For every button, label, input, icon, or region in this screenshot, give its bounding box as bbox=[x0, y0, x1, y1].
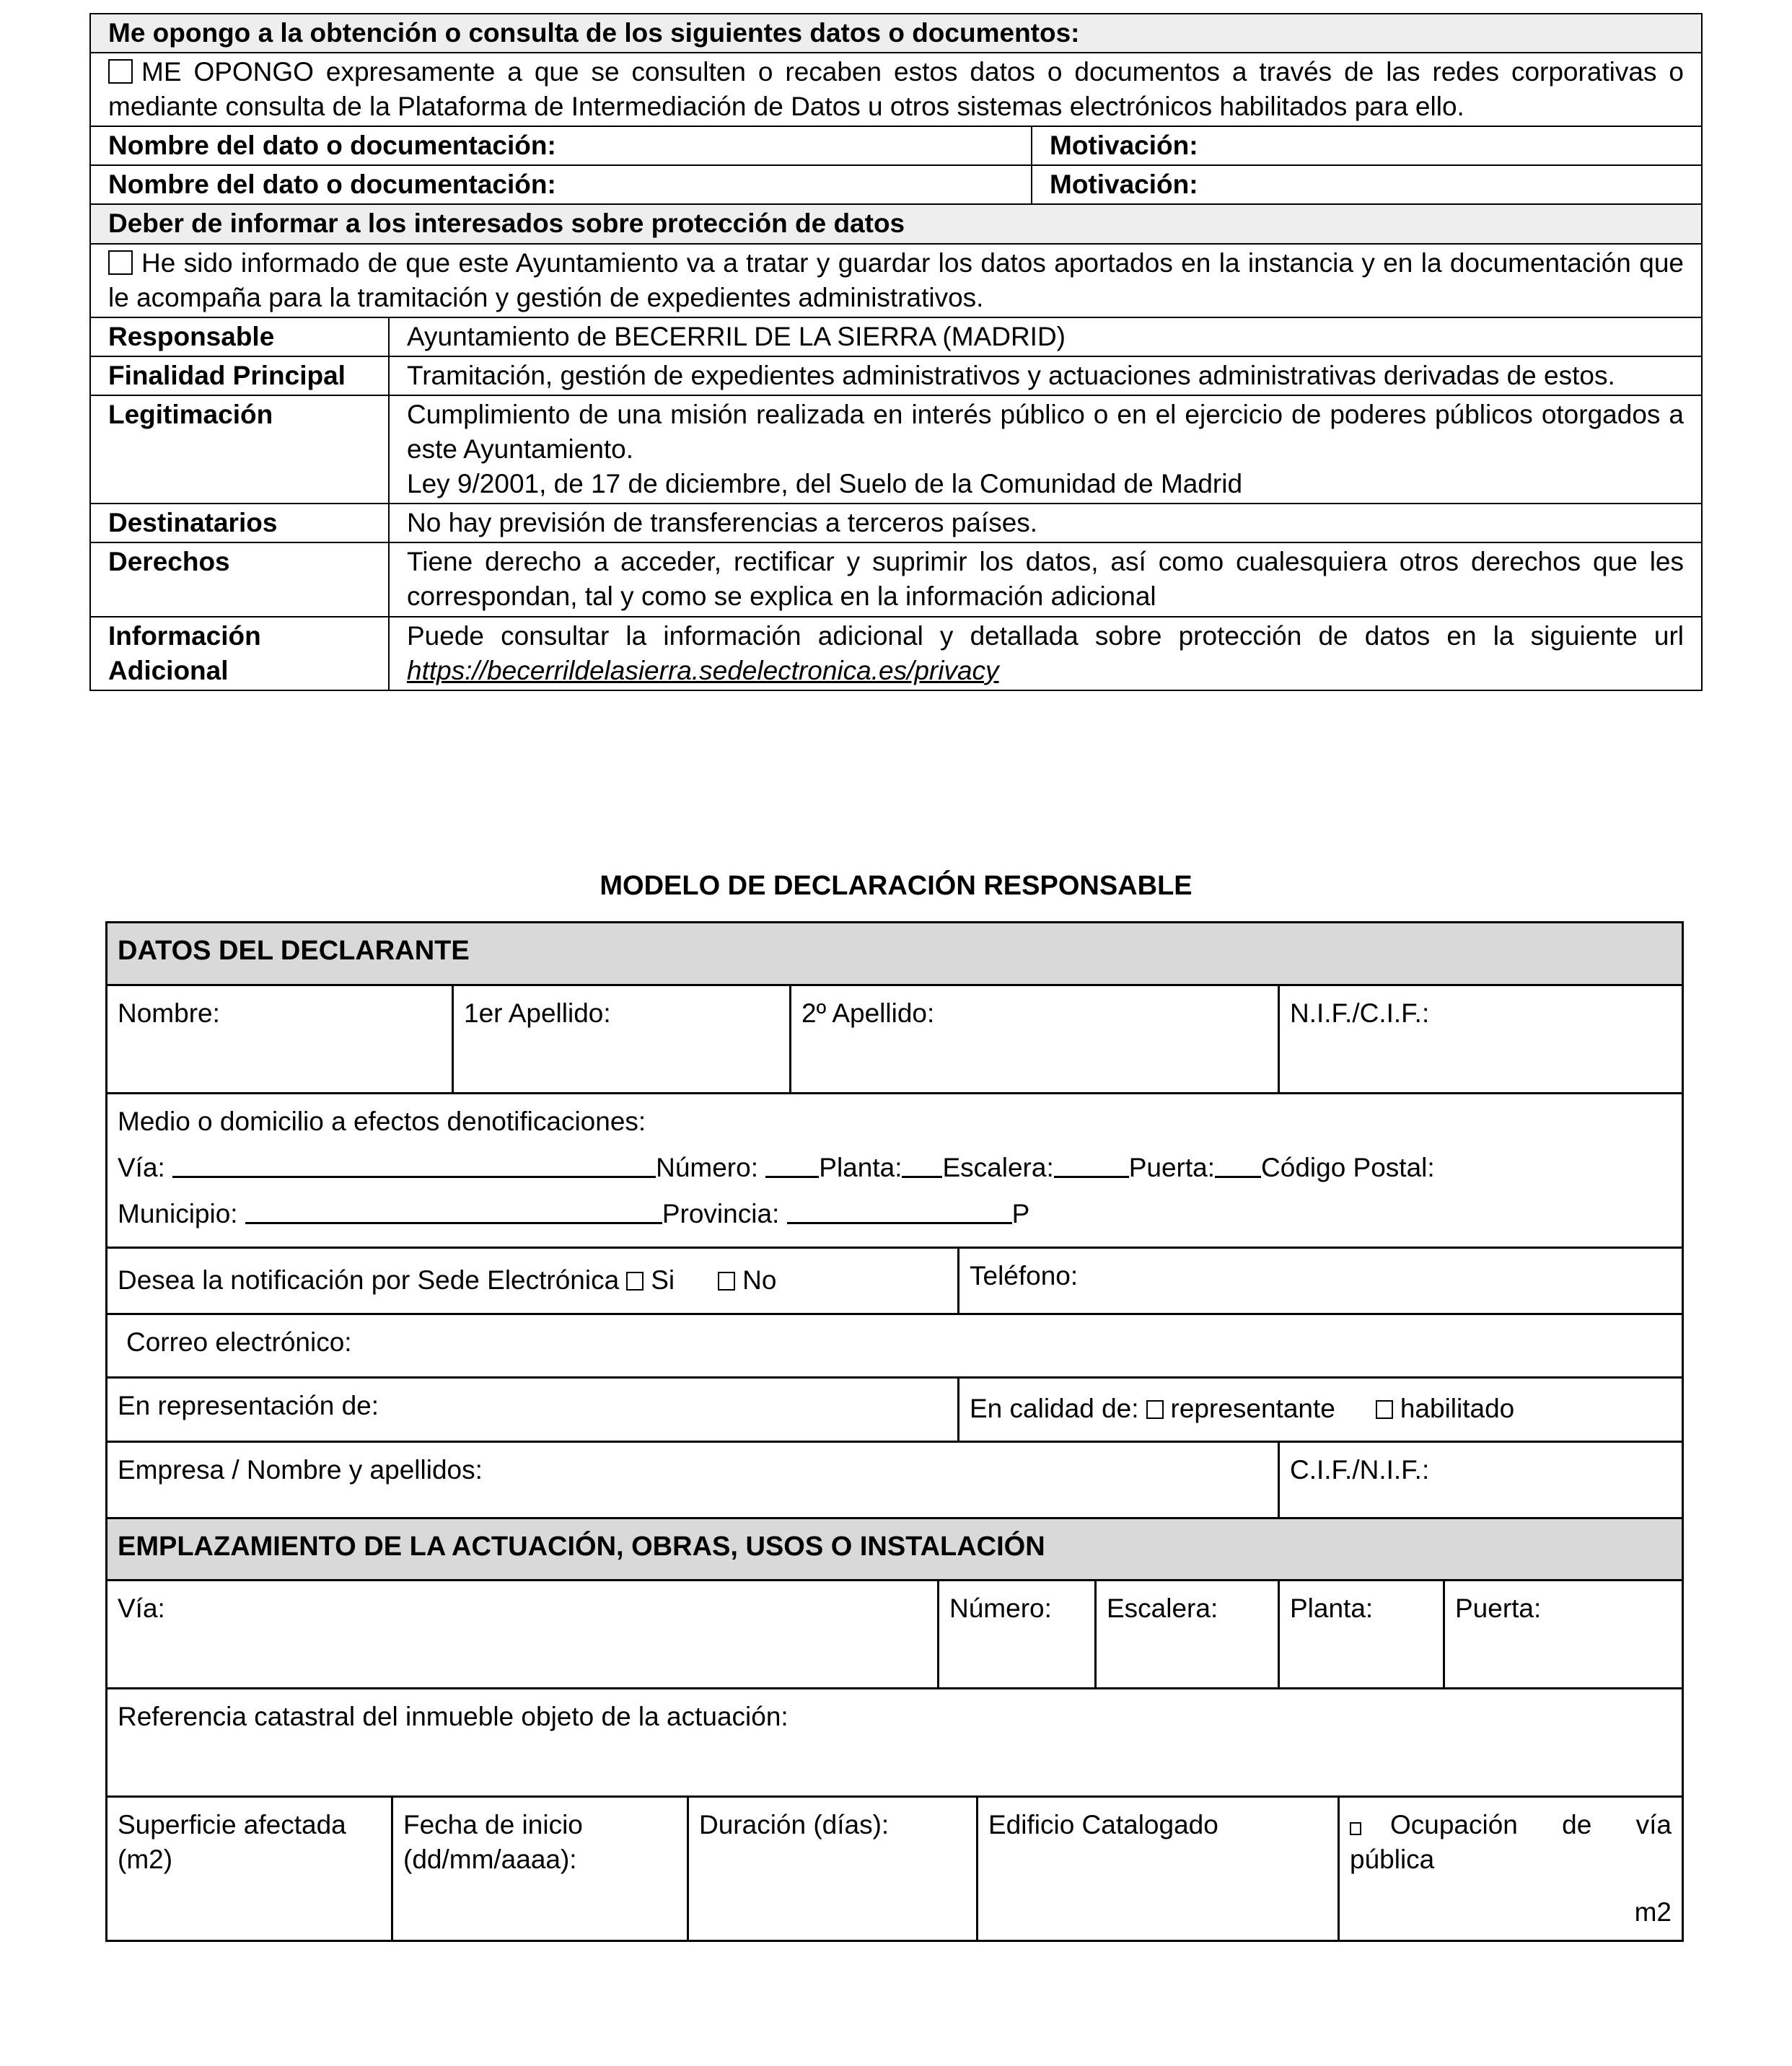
declarante-header: DATOS DEL DECLARANTE bbox=[107, 923, 1682, 984]
finalidad-value: Tramitación, gestión de expedientes administrativos y actuaciones administrativas derivadas de estos. bbox=[388, 357, 1701, 395]
dato-label: Nombre del dato o documentación: bbox=[108, 170, 556, 200]
informado-text: He sido informado de que este Ayuntamiento va a tratar y guardar los datos aportados en la instancia y en la documentación que le acompaña para la tramitación y gestión de expedientes administrativos. bbox=[108, 247, 1684, 312]
motivo-label: Motivación: bbox=[1031, 166, 1701, 203]
opongo-text: ME OPONGO expresamente a que se consulten o recaben estos datos o documentos a través de las redes corporativas o mediante consulta de la Plataforma de Intermediación de Datos u otros sistemas electrónicos habilitados para ello. bbox=[108, 57, 1684, 122]
oposicion-table bbox=[89, 13, 1703, 691]
ocupacion-label: Ocupación de vía pública bbox=[1350, 1810, 1672, 1875]
sede-label: Desea la notificación por Sede Electrónica bbox=[118, 1265, 620, 1295]
municipio-input[interactable] bbox=[245, 1203, 662, 1224]
edificio-field[interactable]: Edificio Catalogado bbox=[976, 1798, 1338, 1940]
destinatarios-label: Destinatarios bbox=[108, 508, 278, 538]
legitimacion-value: Cumplimiento de una misión realizada en interés público o en el ejercicio de poderes públicos otorgados a este Ayuntamiento. bbox=[407, 399, 1684, 465]
cif-field[interactable]: C.I.F./N.I.F.: bbox=[1278, 1443, 1682, 1517]
informado-checkbox[interactable] bbox=[108, 250, 133, 275]
apellido1-field[interactable]: 1er Apellido: bbox=[452, 986, 789, 1092]
info-adicional-value: Puede consultar la información adicional y detallada sobre protección de datos en la siguiente url bbox=[407, 620, 1684, 651]
via-input[interactable] bbox=[172, 1156, 656, 1178]
puerta-input[interactable] bbox=[1215, 1156, 1261, 1178]
planta-label: Planta: bbox=[819, 1153, 902, 1182]
si-label: Si bbox=[651, 1265, 675, 1295]
ocupacion-checkbox[interactable] bbox=[1350, 1822, 1361, 1835]
e-escalera-field[interactable]: Escalera: bbox=[1094, 1581, 1278, 1687]
numero-label: Número: bbox=[656, 1153, 758, 1182]
fecha-field[interactable]: Fecha de inicio (dd/mm/aaaa): bbox=[391, 1798, 687, 1940]
representante-checkbox[interactable] bbox=[1146, 1400, 1164, 1419]
medio-label: Medio o domicilio a efectos denotificaciones: bbox=[118, 1107, 646, 1136]
e-via-field[interactable]: Vía: bbox=[118, 1594, 165, 1623]
e-numero-field[interactable]: Número: bbox=[937, 1581, 1094, 1687]
responsable-label: Responsable bbox=[108, 321, 275, 351]
legitimacion-label: Legitimación bbox=[108, 399, 273, 429]
escalera-input[interactable] bbox=[1054, 1156, 1129, 1178]
calidad-label: En calidad de: bbox=[970, 1394, 1139, 1423]
motivo-label: Motivación: bbox=[1031, 127, 1701, 164]
si-checkbox[interactable] bbox=[626, 1272, 644, 1291]
referencia-field[interactable]: Referencia catastral del inmueble objeto de la actuación: bbox=[118, 1702, 789, 1731]
m2-label: m2 bbox=[1634, 1896, 1672, 1927]
duracion-field[interactable]: Duración (días): bbox=[687, 1798, 976, 1940]
e-puerta-field[interactable]: Puerta: bbox=[1443, 1581, 1682, 1687]
oposicion-header: Me opongo a la obtención o consulta de los siguientes datos o documentos: bbox=[91, 14, 1701, 52]
habilitado-checkbox[interactable] bbox=[1376, 1400, 1393, 1419]
responsable-value: Ayuntamiento de BECERRIL DE LA SIERRA (MADRID) bbox=[388, 318, 1701, 356]
nif-field[interactable]: N.I.F./C.I.F.: bbox=[1278, 986, 1682, 1092]
apellido2-field[interactable]: 2º Apellido: bbox=[789, 986, 1278, 1092]
proteccion-header: Deber de informar a los interesados sobre protección de datos bbox=[91, 205, 1701, 242]
numero-input[interactable] bbox=[765, 1156, 819, 1178]
provincia-label: Provincia: bbox=[662, 1199, 780, 1228]
legitimacion-ley: Ley 9/2001, de 17 de diciembre, del Suelo de la Comunidad de Madrid bbox=[407, 469, 1243, 499]
derechos-value: Tiene derecho a acceder, rectificar y suprimir los datos, así como cualesquiera otros derechos que les correspondan, tal y como se explica en la información adicional bbox=[388, 543, 1701, 615]
empresa-field[interactable]: Empresa / Nombre y apellidos: bbox=[118, 1455, 483, 1485]
modelo-title: MODELO DE DECLARACIÓN RESPONSABLE bbox=[599, 871, 1193, 901]
escalera-label: Escalera: bbox=[942, 1153, 1054, 1182]
declaracion-form bbox=[105, 921, 1684, 1942]
puerta-label: Puerta: bbox=[1128, 1153, 1216, 1182]
municipio-label: Municipio: bbox=[118, 1199, 238, 1228]
dato-label: Nombre del dato o documentación: bbox=[108, 131, 556, 161]
provincia-input[interactable] bbox=[787, 1203, 1012, 1224]
correo-field[interactable]: Correo electrónico: bbox=[126, 1327, 352, 1357]
e-planta-field[interactable]: Planta: bbox=[1278, 1581, 1443, 1687]
no-label: No bbox=[742, 1265, 777, 1295]
planta-input[interactable] bbox=[902, 1156, 942, 1178]
via-label: Vía: bbox=[118, 1153, 165, 1182]
p-label: P bbox=[1011, 1199, 1030, 1228]
cp-label: Código Postal: bbox=[1261, 1153, 1435, 1182]
superficie-field[interactable]: Superficie afectada (m2) bbox=[118, 1810, 346, 1875]
finalidad-label: Finalidad Principal bbox=[108, 360, 346, 390]
emplazamiento-header: EMPLAZAMIENTO DE LA ACTUACIÓN, OBRAS, USOS O INSTALACIÓN bbox=[107, 1519, 1682, 1579]
telefono-field[interactable]: Teléfono: bbox=[957, 1249, 1682, 1313]
representante-label: representante bbox=[1170, 1394, 1335, 1423]
privacy-link[interactable]: https://becerrildelasierra.sedelectronica.es/privacy bbox=[407, 655, 999, 685]
opongo-checkbox[interactable] bbox=[108, 59, 133, 84]
representacion-field[interactable]: En representación de: bbox=[118, 1391, 379, 1420]
habilitado-label: habilitado bbox=[1400, 1394, 1515, 1423]
destinatarios-value: No hay previsión de transferencias a terceros países. bbox=[388, 504, 1701, 542]
info-adicional-label: Información Adicional bbox=[108, 620, 261, 685]
derechos-label: Derechos bbox=[108, 547, 230, 577]
no-checkbox[interactable] bbox=[718, 1272, 735, 1291]
nombre-field[interactable]: Nombre: bbox=[118, 998, 220, 1028]
